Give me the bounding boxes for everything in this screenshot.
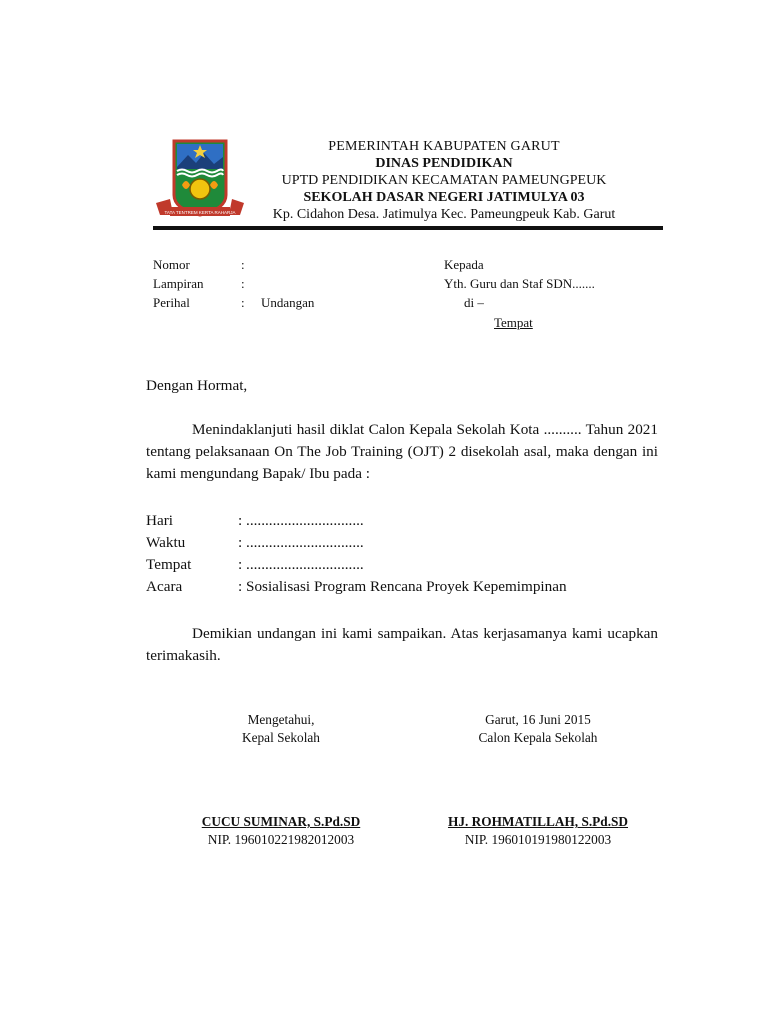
letterhead-school: SEKOLAH DASAR NEGERI JATIMULYA 03	[303, 190, 585, 205]
perihal-value: Undangan	[261, 295, 315, 310]
signature-right-line2: Calon Kepala Sekolah	[478, 730, 598, 745]
recipient-di: di –	[464, 295, 484, 310]
detail-value: : Sosialisasi Program Rencana Proyek Kepemimpinan	[238, 578, 567, 595]
letterhead-department: DINAS PENDIDIKAN	[375, 156, 513, 171]
recipient-heading: Kepada	[444, 257, 484, 272]
logo-banner-text: TATA TENTREM KERTA RAHARJA	[164, 210, 236, 215]
opening-paragraph: Menindaklanjuti hasil diklat Calon Kepala Sekolah Kota .......... Tahun 2021 tentang pelaksanaan On The Job Training (OJT) 2 disekolah asal, maka dengan ini kami mengundang Bapak/ Ibu pada :	[146, 421, 658, 482]
nomor-label: Nomor	[153, 257, 190, 272]
lampiran-colon: :	[241, 276, 245, 291]
signature-right-line1: Garut, 16 Juni 2015	[485, 712, 591, 727]
letterhead-divider	[153, 226, 663, 230]
signature-left-line1: Mengetahui,	[247, 712, 315, 727]
signature-right	[428, 711, 648, 849]
perihal-colon: :	[241, 295, 245, 310]
recipient-place: Tempat	[494, 315, 533, 330]
letterhead-government: PEMERINTAH KABUPATEN GARUT	[328, 139, 560, 154]
detail-label: Tempat	[146, 556, 192, 573]
lampiran-label: Lampiran	[153, 276, 204, 291]
letterhead-address: Kp. Cidahon Desa. Jatimulya Kec. Pameungpeuk Kab. Garut	[272, 207, 616, 222]
signature-right-name: HJ. ROHMATILLAH, S.Pd.SD	[447, 814, 629, 829]
salutation: Dengan Hormat,	[146, 377, 248, 394]
detail-value: : ...............................	[238, 512, 364, 529]
signature-left-nip: NIP. 196010221982012003	[207, 832, 355, 847]
nomor-colon: :	[241, 257, 245, 272]
garut-regency-logo	[152, 137, 248, 223]
detail-value: : ...............................	[238, 534, 364, 551]
detail-label: Waktu	[146, 534, 186, 551]
detail-value: : ...............................	[238, 556, 364, 573]
letterhead-uptd: UPTD PENDIDIKAN KECAMATAN PAMEUNGPEUK	[281, 173, 607, 188]
signature-left	[176, 711, 386, 849]
detail-label: Acara	[146, 578, 183, 595]
recipient-name: Yth. Guru dan Staf SDN.......	[444, 276, 595, 291]
detail-label: Hari	[146, 512, 173, 529]
letterhead	[248, 138, 640, 223]
closing-paragraph: Demikian undangan ini kami sampaikan. Atas kerjasamanya kami ucapkan terimakasih.	[146, 625, 658, 664]
signature-left-line2: Kepal Sekolah	[242, 730, 320, 745]
perihal-label: Perihal	[153, 295, 190, 310]
signature-right-nip: NIP. 196010191980122003	[464, 832, 612, 847]
signature-left-name: CUCU SUMINAR, S.Pd.SD	[201, 814, 361, 829]
